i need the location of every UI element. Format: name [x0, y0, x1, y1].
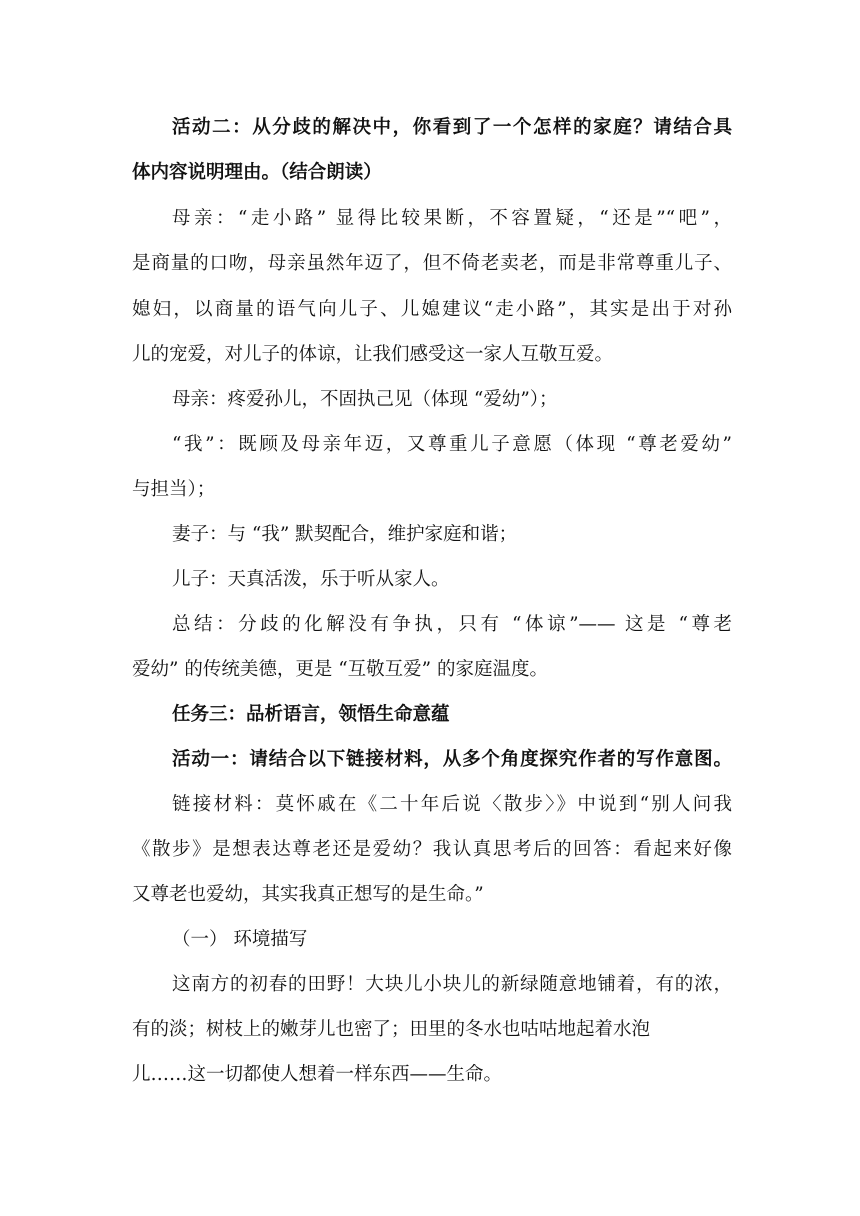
quote-line3: 儿……这一切都使人想着一样东西——生命。 [132, 1064, 503, 1085]
activity-two-heading-line1: 活动二：从分歧的解决中，你看到了一个怎样的家庭？请结合具 [172, 117, 732, 138]
paragraph-mother-line4: 儿的宠爱，对儿子的体谅，让我们感受这一家人互敬互爱。 [132, 344, 614, 365]
activity-one-heading: 活动一：请结合以下链接材料，从多个角度探究作者的写作意图。 [172, 749, 732, 770]
conclusion-line1: 总结：分歧的化解没有争执，只有 “体谅”—— 这是 “尊老 [172, 614, 732, 635]
task-three-heading: 任务三：品析语言，领悟生命意蕴 [172, 704, 450, 725]
paragraph-mother-line3: 媳妇，以商量的语气向儿子、儿媳建议“走小路”，其实是出于对孙 [132, 299, 732, 320]
son-summary-line: 儿子：天真活泼，乐于听从家人。 [172, 569, 450, 590]
me-summary-line1: “我”：既顾及母亲年迈，又尊重儿子意愿（体现 “尊老爱幼” [172, 434, 732, 455]
activity-two-heading-line2: 体内容说明理由。（结合朗读） [132, 162, 382, 183]
paragraph-mother-line1: 母亲：“走小路” 显得比较果断，不容置疑，“还是”“吧”， [172, 208, 732, 229]
me-summary-line2: 与担当）； [132, 479, 216, 500]
conclusion-line2: 爱幼” 的传统美德，更是 “互敬互爱” 的家庭温度。 [132, 659, 549, 680]
link-material-line1: 链接材料：莫怀戚在《二十年后说〈散步〉》中说到“别人问我 [172, 794, 732, 815]
link-material-line3: 又尊老也爱幼，其实我真正想写的是生命。” [132, 884, 484, 905]
link-material-line2: 《散步》是想表达尊老还是爱幼？我认真思考后的回答：看起来好像 [132, 839, 732, 860]
quote-line2: 有的淡；树枝上的嫩芽儿也密了；田里的冬水也咕咕地起着水泡 [132, 1019, 651, 1040]
mother-summary-line: 母亲：疼爱孙儿，不固执己见（体现 “爱幼”）； [172, 389, 558, 410]
environment-subheading: （一） 环境描写 [172, 929, 308, 950]
wife-summary-line: 妻子：与 “我” 默契配合，维护家庭和谐； [172, 524, 518, 545]
quote-line1: 这南方的初春的田野！大块儿小块儿的新绿随意地铺着，有的浓， [172, 974, 732, 995]
paragraph-mother-line2: 是商量的口吻，母亲虽然年迈了，但不倚老卖老，而是非常尊重儿子、 [132, 253, 732, 274]
